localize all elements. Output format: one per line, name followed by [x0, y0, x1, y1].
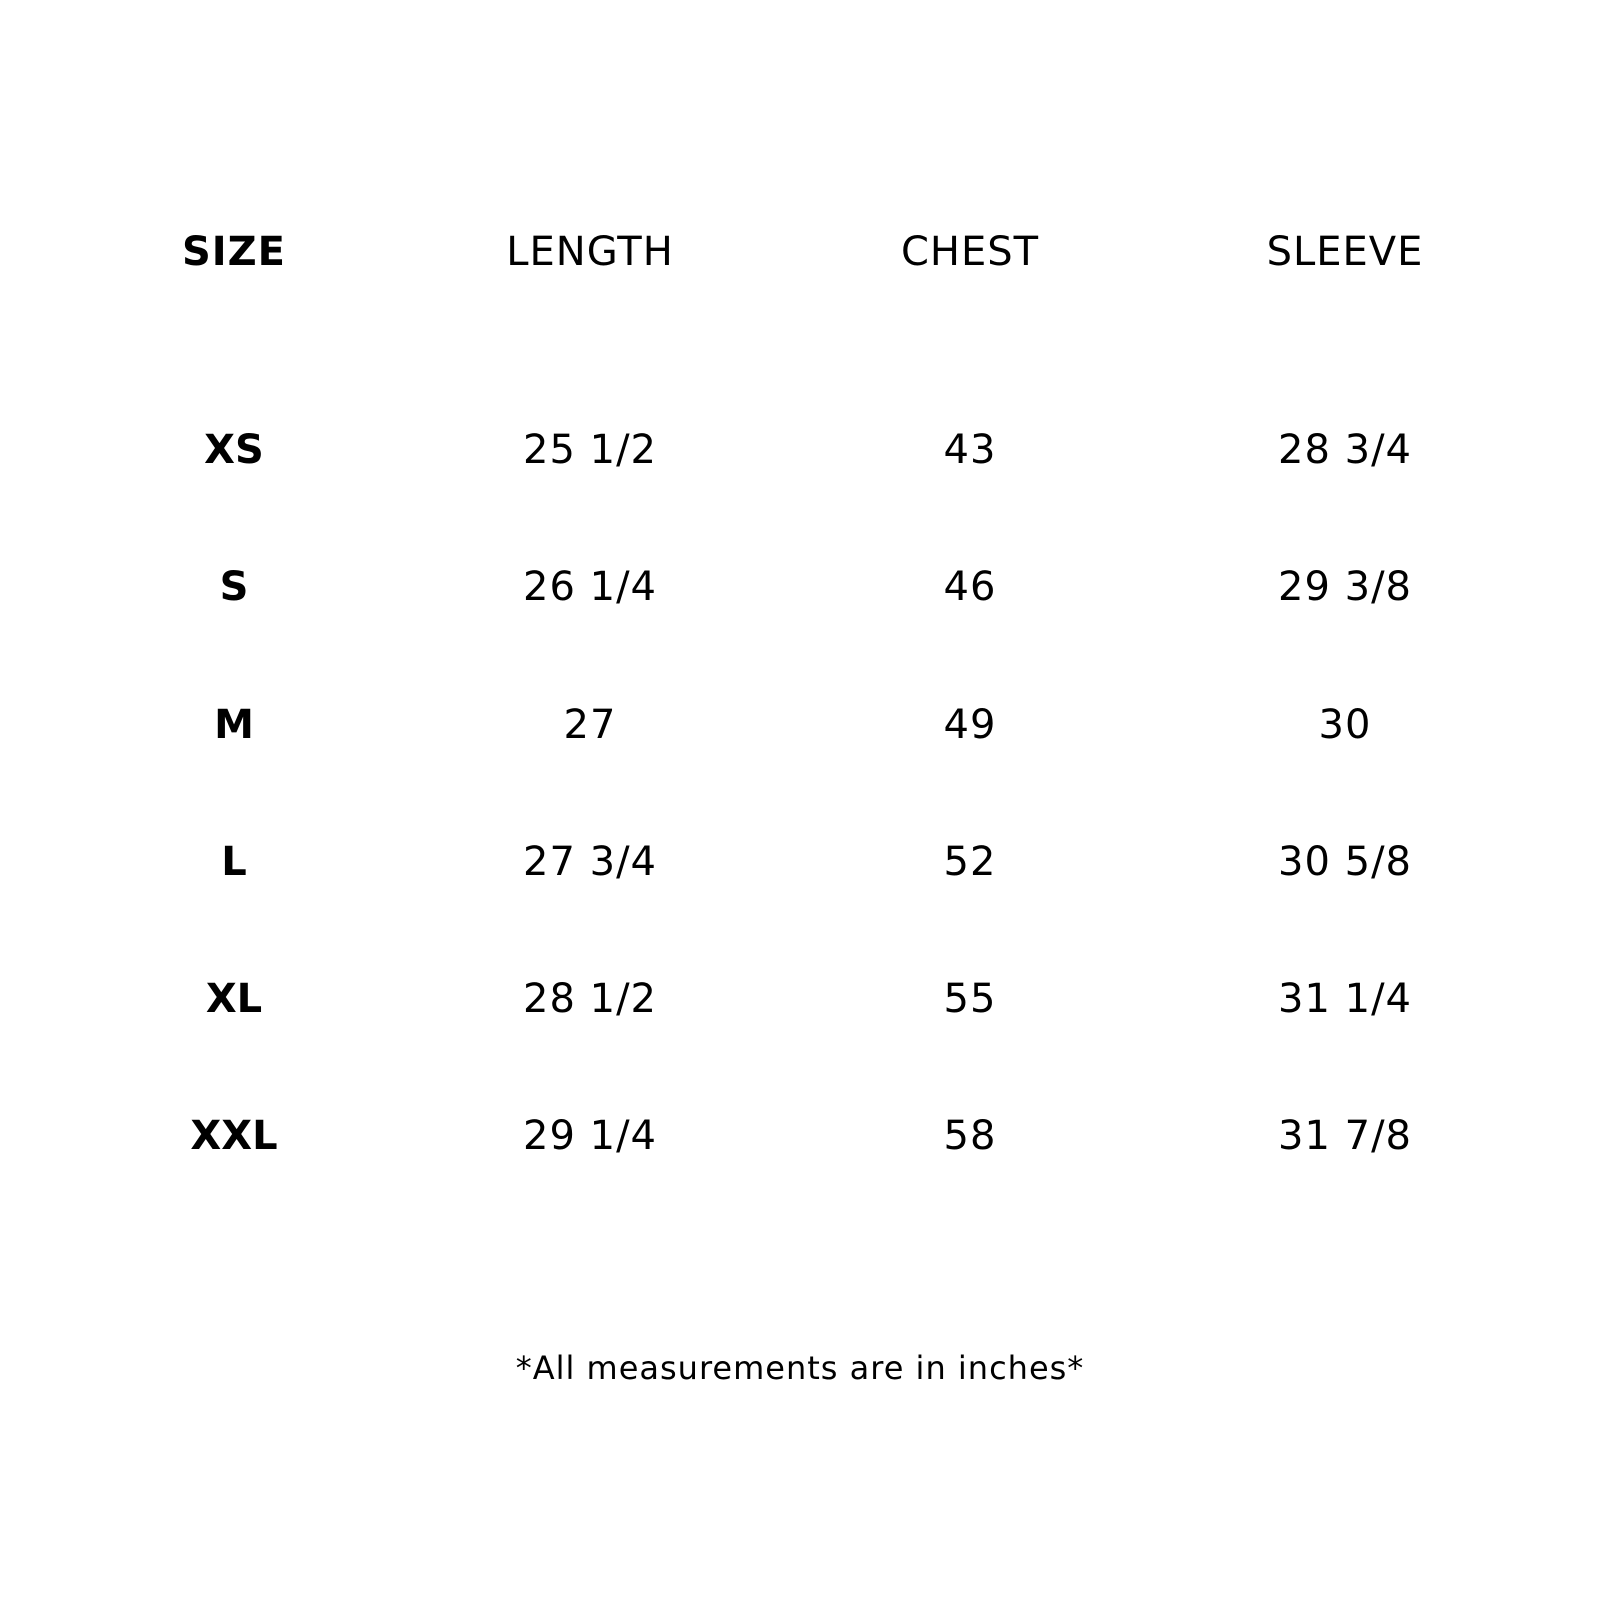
row-size: XXL — [190, 1113, 278, 1159]
header-chest: CHEST — [900, 229, 1040, 275]
row-chest: 46 — [943, 564, 997, 610]
row-size: M — [214, 702, 254, 748]
row-sleeve: 30 — [1318, 702, 1372, 748]
row-chest: 49 — [943, 702, 997, 748]
row-sleeve: 30 5/8 — [1278, 839, 1412, 885]
header-length: LENGTH — [506, 229, 674, 275]
row-chest: 52 — [943, 839, 997, 885]
row-sleeve: 31 7/8 — [1278, 1113, 1412, 1159]
row-sleeve: 29 3/8 — [1278, 564, 1412, 610]
row-chest: 58 — [943, 1113, 997, 1159]
row-length: 27 — [563, 702, 617, 748]
row-length: 25 1/2 — [523, 427, 657, 473]
row-size: XS — [204, 427, 264, 473]
measurement-footnote: *All measurements are in inches* — [515, 1349, 1085, 1387]
row-length: 26 1/4 — [523, 564, 657, 610]
row-length: 27 3/4 — [523, 839, 657, 885]
row-chest: 43 — [943, 427, 997, 473]
row-size: S — [219, 564, 249, 610]
header-sleeve: SLEEVE — [1266, 229, 1424, 275]
row-length: 28 1/2 — [523, 976, 657, 1022]
row-sleeve: 28 3/4 — [1278, 427, 1412, 473]
row-size: L — [221, 839, 247, 885]
header-size: SIZE — [181, 229, 287, 275]
row-length: 29 1/4 — [523, 1113, 657, 1159]
row-chest: 55 — [943, 976, 997, 1022]
row-sleeve: 31 1/4 — [1278, 976, 1412, 1022]
row-size: XL — [205, 976, 263, 1022]
